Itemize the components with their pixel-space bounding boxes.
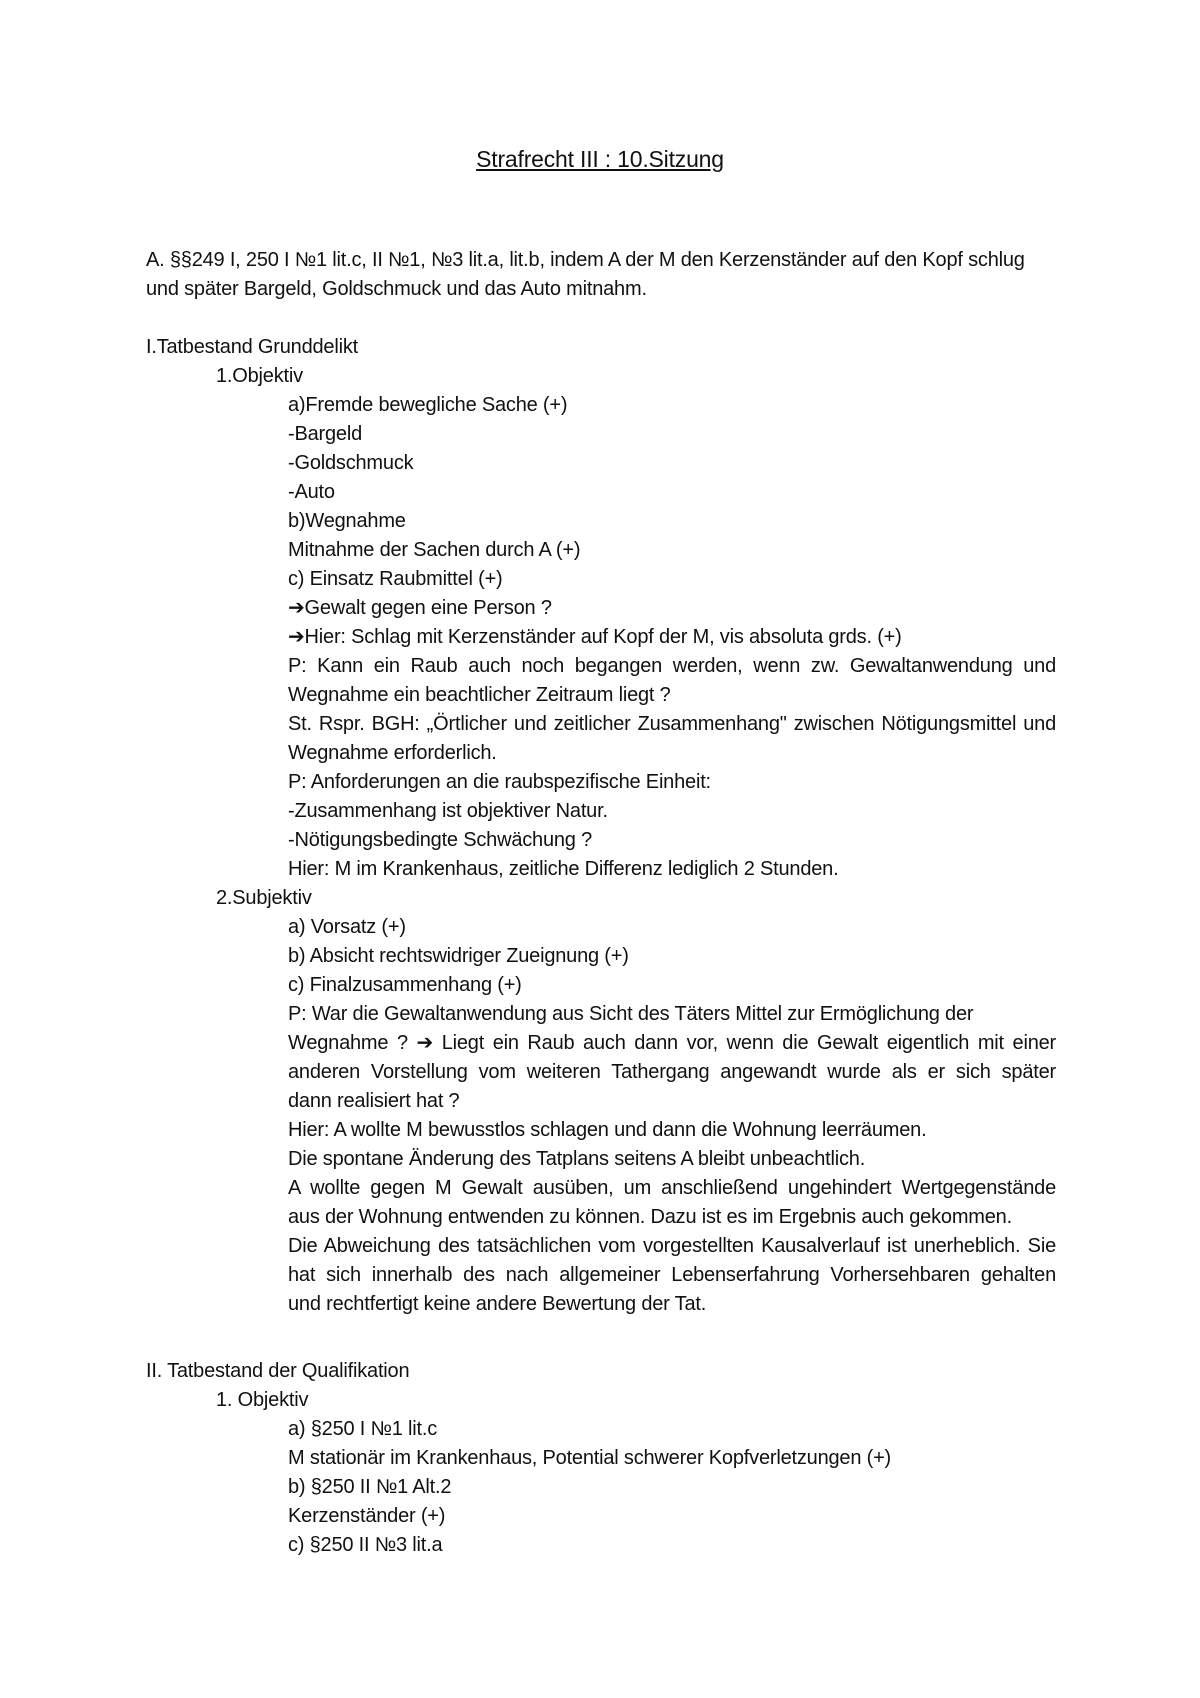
text-line: -Auto: [288, 481, 335, 503]
text-line: Wegnahme ein beachtlicher Zeitraum liegt ?: [288, 684, 671, 706]
text-line: -Bargeld: [288, 423, 362, 445]
text-line: c) §250 II №3 lit.a: [288, 1534, 443, 1556]
text-line: Hier: M im Krankenhaus, zeitliche Differenz lediglich 2 Stunden.: [288, 858, 839, 880]
section-heading: II. Tatbestand der Qualifikation: [146, 1360, 410, 1382]
text-line: -Zusammenhang ist objektiver Natur.: [288, 800, 608, 822]
text-line: Die spontane Änderung des Tatplans seitens A bleibt unbeachtlich.: [288, 1148, 866, 1170]
text-line: Hier: A wollte M bewusstlos schlagen und dann die Wohnung leerräumen.: [288, 1119, 927, 1141]
intro-line: und später Bargeld, Goldschmuck und das Auto mitnahm.: [146, 278, 647, 300]
text-line: b)Wegnahme: [288, 510, 406, 532]
intro-line: A. §§249 I, 250 I №1 lit.c, II №1, №3 lit.a, lit.b, indem A der M den Kerzenständer auf den Kopf schlug: [146, 249, 1025, 271]
text-line: -Goldschmuck: [288, 452, 414, 474]
justified-line: Wegnahme ? ➔ Liegt ein Raub auch dann vor, wenn die Gewalt eigentlich mit einer: [288, 1032, 1056, 1054]
justified-line: hat sich innerhalb des nach allgemeiner Lebenserfahrung Vorhersehbaren gehalten: [288, 1264, 1056, 1286]
text-line: P: Anforderungen an die raubspezifische Einheit:: [288, 771, 711, 793]
text-line: a)Fremde bewegliche Sache (+): [288, 394, 568, 416]
text-line: a) Vorsatz (+): [288, 916, 406, 938]
justified-line: anderen Vorstellung vom weiteren Tathergang angewandt wurde als er sich später: [288, 1061, 1056, 1083]
text-line: P: War die Gewaltanwendung aus Sicht des Täters Mittel zur Ermöglichung der: [288, 1003, 974, 1025]
section-qualifikation: [146, 1357, 1086, 1560]
text-line: M stationär im Krankenhaus, Potential schwerer Kopfverletzungen (+): [288, 1447, 892, 1469]
text-line: -Nötigungsbedingte Schwächung ?: [288, 829, 593, 851]
intro-paragraph: [146, 246, 1066, 304]
text-line: Wegnahme erforderlich.: [288, 742, 497, 764]
justified-line: A wollte gegen M Gewalt ausüben, um anschließend ungehindert Wertgegenstände: [288, 1177, 1056, 1199]
section-heading: I.Tatbestand Grunddelikt: [146, 336, 358, 358]
section-grunddelikt: [146, 333, 1086, 1319]
text-line: a) §250 I №1 lit.c: [288, 1418, 438, 1440]
text-line: dann realisiert hat ?: [288, 1090, 460, 1112]
document-title: Strafrecht III : 10.Sitzung: [476, 146, 724, 172]
justified-line: Die Abweichung des tatsächlichen vom vorgestellten Kausalverlauf ist unerheblich. Sie: [288, 1235, 1056, 1257]
text-line: b) §250 II №1 Alt.2: [288, 1476, 452, 1498]
subsection-heading: 1.Objektiv: [216, 365, 303, 387]
text-line: Kerzenständer (+): [288, 1505, 446, 1527]
subsection-heading: 1. Objektiv: [216, 1389, 309, 1411]
text-line: aus der Wohnung entwenden zu können. Dazu ist es im Ergebnis auch gekommen.: [288, 1206, 1012, 1228]
text-line: c) Einsatz Raubmittel (+): [288, 568, 503, 590]
text-line: ➔Hier: Schlag mit Kerzenständer auf Kopf der M, vis absoluta grds. (+): [288, 626, 902, 648]
text-line: ➔Gewalt gegen eine Person ?: [288, 597, 552, 619]
text-line: c) Finalzusammenhang (+): [288, 974, 522, 996]
text-line: Mitnahme der Sachen durch A (+): [288, 539, 581, 561]
justified-line: P: Kann ein Raub auch noch begangen werden, wenn zw. Gewaltanwendung und: [288, 655, 1056, 677]
text-line: b) Absicht rechtswidriger Zueignung (+): [288, 945, 629, 967]
subsection-heading: 2.Subjektiv: [216, 887, 312, 909]
justified-line: St. Rspr. BGH: „Örtlicher und zeitlicher Zusammenhang" zwischen Nötigungsmittel und: [288, 713, 1056, 735]
text-line: und rechtfertigt keine andere Bewertung der Tat.: [288, 1293, 707, 1315]
